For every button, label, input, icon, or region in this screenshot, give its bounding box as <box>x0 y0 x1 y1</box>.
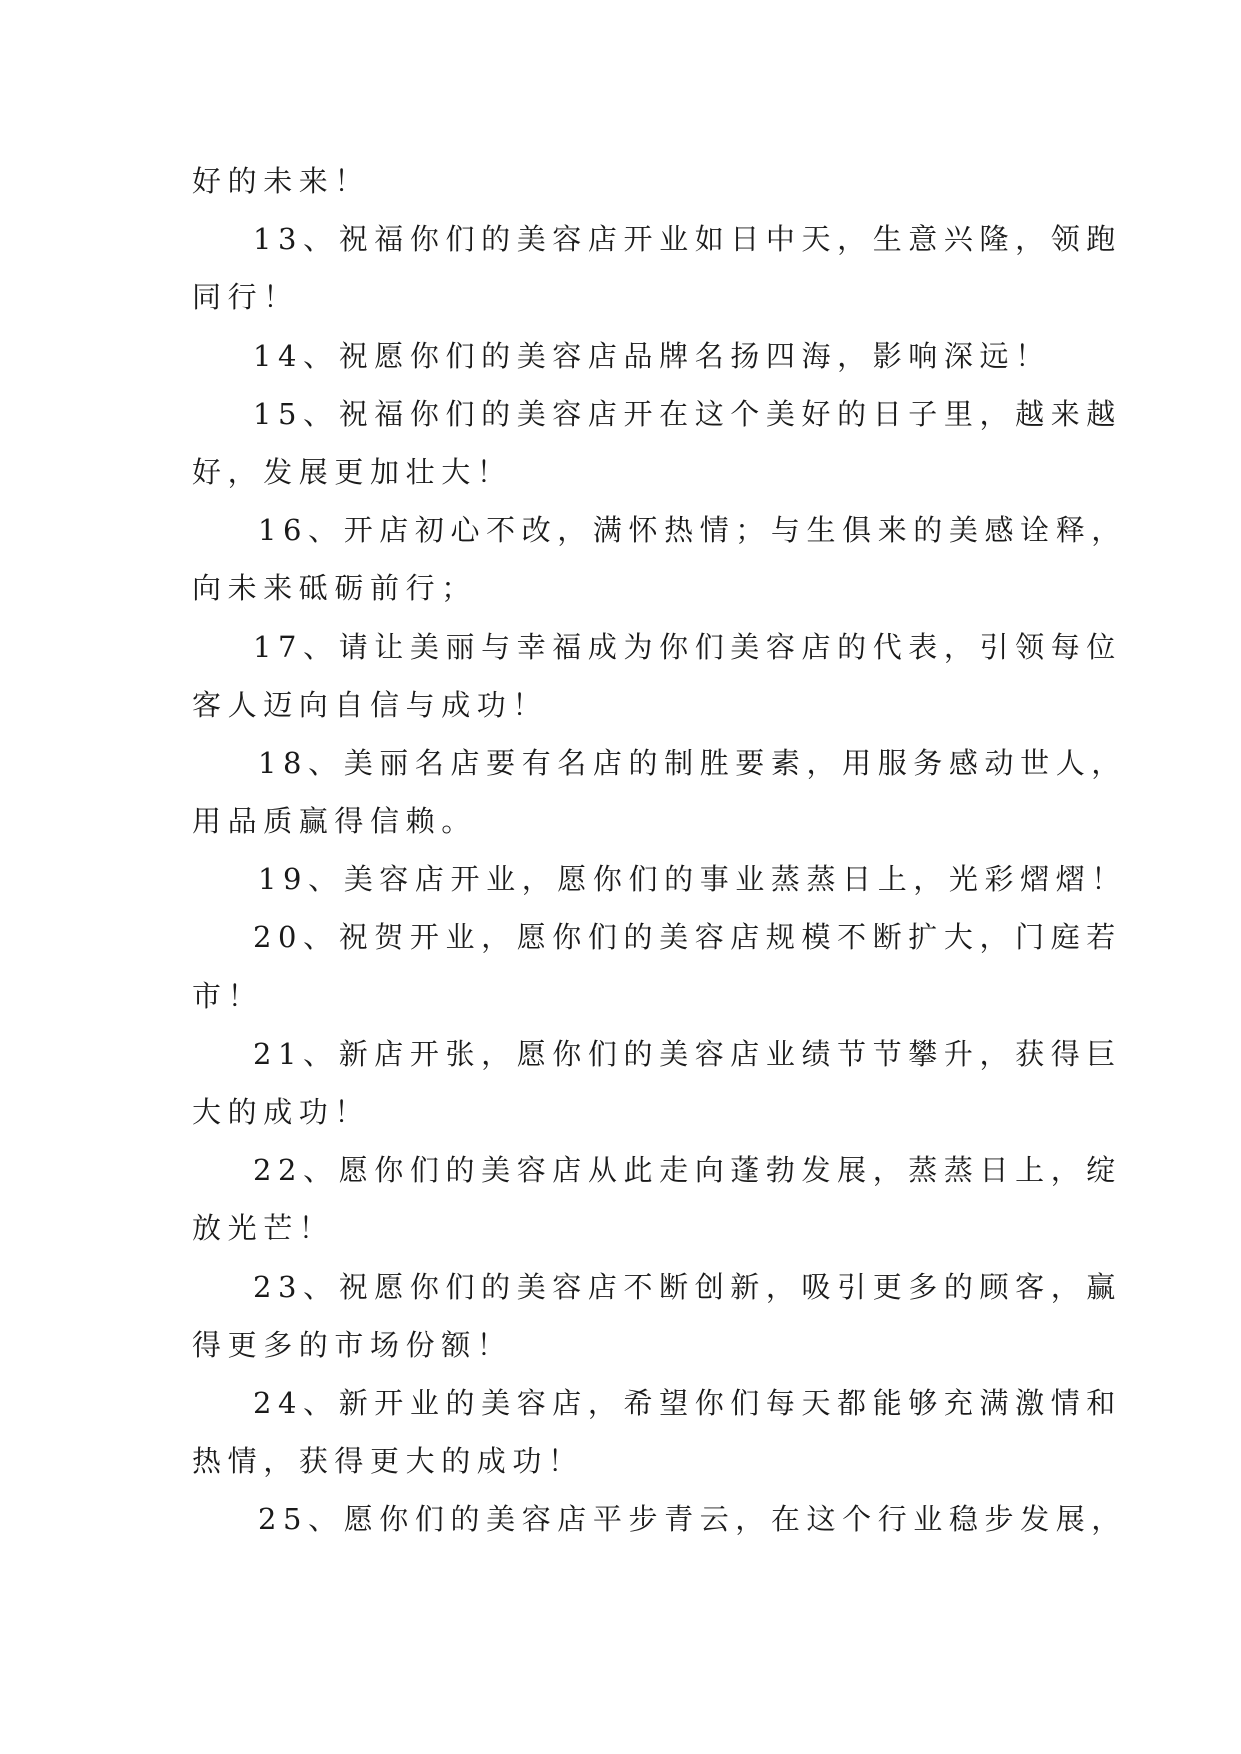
text-line: 16、开店初心不改，满怀热情；与生俱来的美感诠释， <box>258 513 1127 548</box>
text-line: 24、新开业的美容店，希望你们每天都能够充满激情和 <box>253 1385 1122 1420</box>
text-line: 22、愿你们的美容店从此走向蓬勃发展，蒸蒸日上，绽 <box>253 1153 1122 1188</box>
text-line: 23、祝愿你们的美容店不断创新，吸引更多的顾客，赢 <box>253 1269 1122 1304</box>
text-line: 14、祝愿你们的美容店品牌名扬四海，影响深远！ <box>253 338 1051 373</box>
text-line: 好，发展更加壮大！ <box>192 454 513 489</box>
document-body <box>192 152 1127 1549</box>
text-line: 客人迈向自信与成功！ <box>192 687 549 722</box>
text-line: 17、请让美丽与幸福成为你们美容店的代表，引领每位 <box>253 629 1122 664</box>
text-line: 热情，获得更大的成功！ <box>192 1444 584 1479</box>
text-line: 放光芒！ <box>192 1211 335 1246</box>
text-line: 市！ <box>192 978 264 1013</box>
text-line: 大的成功！ <box>192 1095 371 1129</box>
text-line: 13、祝福你们的美容店开业如日中天，生意兴隆，领跑 <box>253 222 1122 257</box>
text-line: 同行！ <box>192 280 299 315</box>
text-line: 21、新店开张，愿你们的美容店业绩节节攀升，获得巨 <box>253 1036 1122 1071</box>
text-line: 25、愿你们的美容店平步青云，在这个行业稳步发展， <box>258 1502 1127 1537</box>
text-line: 得更多的市场份额！ <box>192 1327 513 1362</box>
text-line: 18、美丽名店要有名店的制胜要素，用服务感动世人， <box>258 745 1127 780</box>
text-line: 向未来砥砺前行； <box>192 571 477 606</box>
text-line: 15、祝福你们的美容店开在这个美好的日子里，越来越 <box>253 396 1122 431</box>
text-line: 用品质赢得信赖。 <box>192 804 477 839</box>
text-line: 好的未来！ <box>192 164 371 198</box>
text-line: 19、美容店开业，愿你们的事业蒸蒸日上，光彩熠熠！ <box>258 862 1127 897</box>
text-line: 20、祝贺开业，愿你们的美容店规模不断扩大，门庭若 <box>253 920 1122 955</box>
